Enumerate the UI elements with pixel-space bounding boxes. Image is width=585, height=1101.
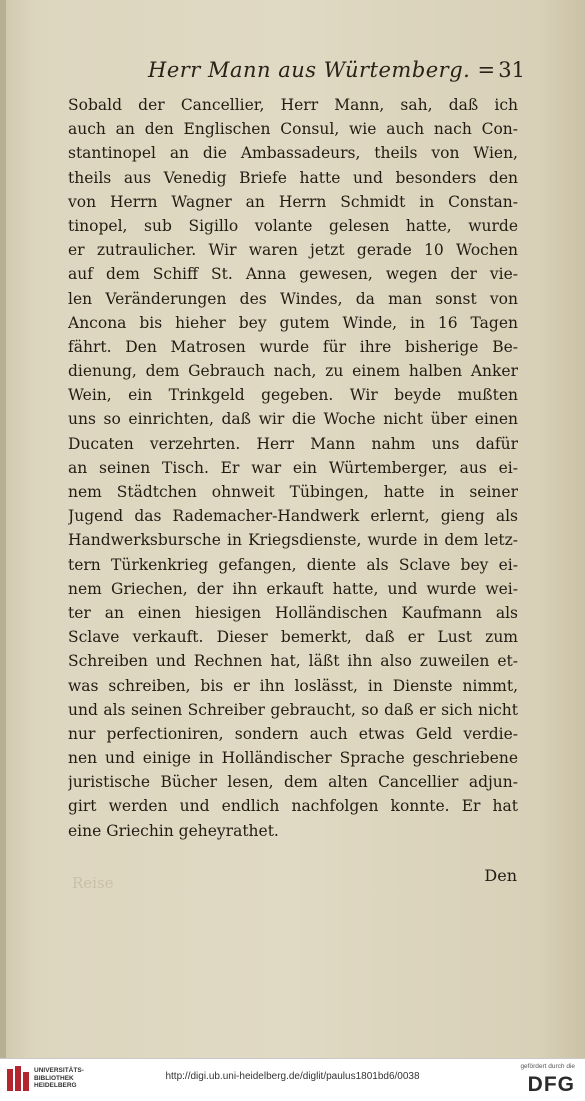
text-line: theils aus Venedig Briefe hatte und besonders den — [68, 168, 518, 187]
text-line: juristische Bücher lesen, dem alten Cancellier adjun- — [68, 773, 518, 792]
text-line: auch an den Englischen Consul, wie auch nach Con- — [68, 120, 518, 139]
viewer-footer — [0, 1058, 585, 1101]
text-line: Sclave verkauft. Dieser bemerkt, daß er Lust zum — [68, 628, 518, 647]
text-line: Handwerksbursche in Kriegsdienste, wurde in dem letz- — [68, 531, 518, 550]
text-line: stantinopel an die Ambassadeurs, theils von Wien, — [68, 144, 518, 163]
text-line: Ancona bis hieher bey gutem Winde, in 16 Tagen — [68, 313, 518, 332]
text-line: von Herrn Wagner an Herrn Schmidt in Constan- — [68, 192, 518, 211]
dfg-logo: DFG — [527, 1073, 575, 1096]
text-line: dienung, dem Gebrauch nach, zu einem halben Anker — [68, 362, 518, 381]
text-line: uns so einrichten, daß wir die Woche nicht über einen — [68, 410, 518, 429]
text-line: len Veränderungen des Windes, da man sonst von — [68, 289, 518, 308]
text-line: tern Türkenkrieg gefangen, diente als Sclave bey ei- — [68, 555, 518, 574]
catchword: Den — [484, 866, 517, 885]
text-line: an seinen Tisch. Er war ein Würtemberger, aus ei- — [68, 458, 518, 477]
page-header — [60, 58, 525, 92]
text-line: Ducaten verzehrten. Herr Mann nahm uns dafür — [68, 434, 518, 453]
text-line: fährt. Den Matrosen wurde für ihre bisherige Be- — [68, 337, 518, 356]
running-head: Herr Mann aus Würtemberg. = — [148, 58, 496, 82]
text-line: und als seinen Schreiber gebraucht, so daß er sich nicht — [68, 700, 518, 719]
funder-caption: gefördert durch die — [520, 1063, 575, 1070]
text-line: girt werden und endlich nachfolgen konnte. Er hat — [68, 797, 518, 816]
text-line: nem Städtchen ohnweit Tübingen, hatte in seiner — [68, 483, 518, 501]
page-url-link[interactable]: http://digi.ub.uni-heidelberg.de/diglit/paulus1801bd6/0038 — [165, 1071, 420, 1082]
text-line: Jugend das Rademacher-Handwerk erlernt, gieng als — [68, 507, 518, 526]
text-line: er zutraulicher. Wir waren jetzt gerade 10 Wochen — [68, 241, 518, 260]
text-line: nen und einige in Holländischer Sprache geschriebene — [68, 749, 518, 768]
body-text — [68, 93, 518, 843]
bleed-through-text: Reise — [72, 874, 114, 892]
text-line: ter an einen hiesigen Holländischen Kaufmann als — [68, 603, 518, 622]
text-line-last: eine Griechin geheyrathet. — [68, 821, 279, 840]
text-line: Wein, ein Trinkgeld gegeben. Wir beyde mußten — [68, 386, 518, 405]
text-line: Sobald der Cancellier, Herr Mann, sah, daß ich — [68, 96, 518, 114]
text-line: auf dem Schiff St. Anna gewesen, wegen der vie- — [68, 265, 518, 284]
text-line: Schreiben und Rechnen hat, läßt ihn also zuweilen et- — [68, 652, 518, 671]
text-line: nem Griechen, der ihn erkauft hatte, und wurde wei- — [68, 579, 518, 598]
text-line: nur perfectioniren, sondern auch etwas Geld verdie- — [68, 724, 518, 743]
text-line: tinopel, sub Sigillo volante gelesen hatte, wurde — [68, 216, 518, 235]
page-gutter — [0, 0, 6, 1058]
page-number: 31 — [498, 58, 525, 82]
library-name: UNIVERSITÄTS- BIBLIOTHEK HEIDELBERG — [34, 1067, 84, 1089]
text-line: was schreiben, bis er ihn loslässt, in Dienste nimmt, — [68, 676, 518, 695]
